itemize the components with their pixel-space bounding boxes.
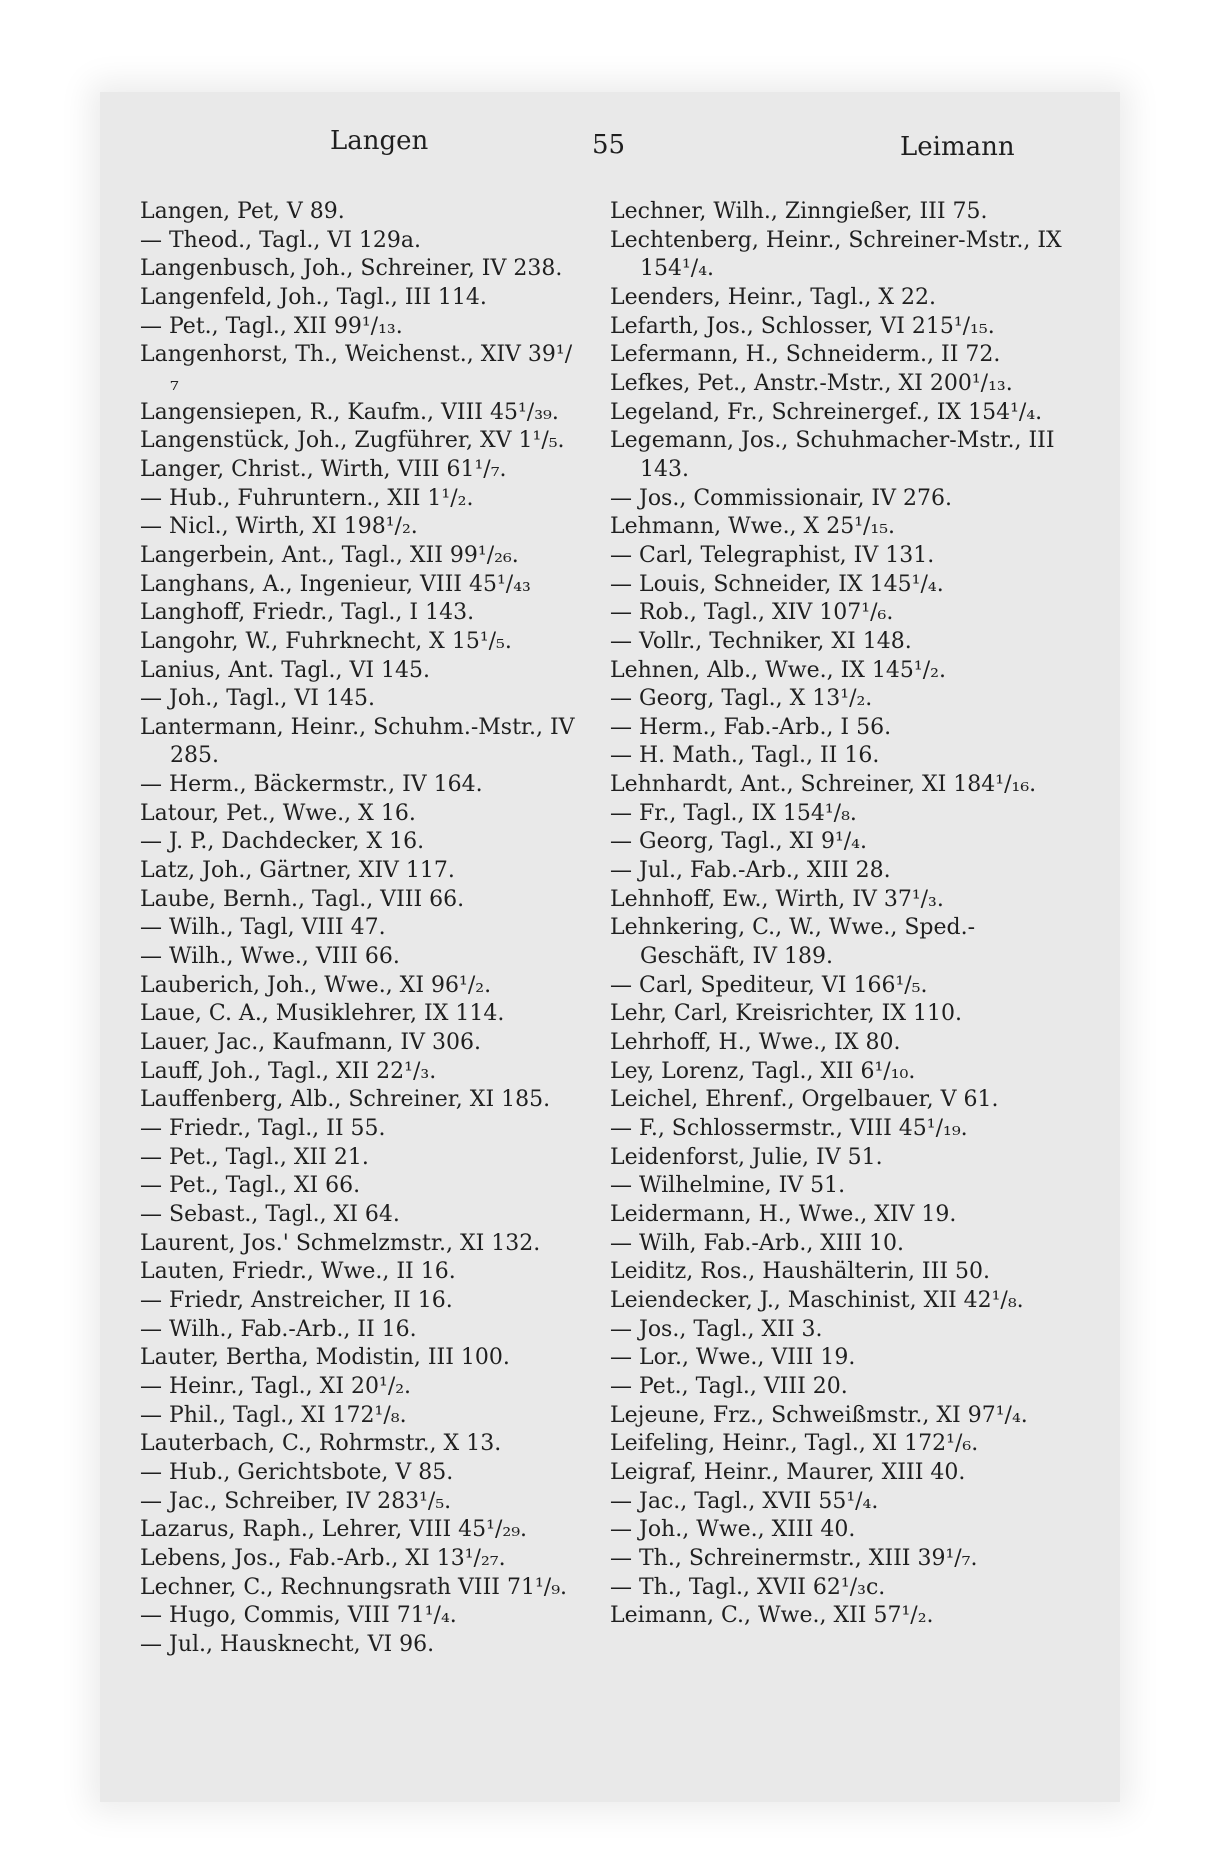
directory-entry: — Carl, Spediteur, VI 166¹/₅. — [610, 972, 928, 998]
directory-entry: Lefkes, Pet., Anstr.-Mstr., XI 200¹/₁₃. — [610, 370, 1013, 396]
directory-entry: Leiditz, Ros., Haushälterin, III 50. — [610, 1259, 990, 1285]
directory-entry: Langer, Christ., Wirth, VIII 61¹/₇. — [140, 456, 507, 482]
directory-entry: Langenhorst, Th., Weichenst., XIV 39¹/₇ — [140, 342, 573, 396]
directory-entry: — Joh., Wwe., XIII 40. — [610, 1517, 856, 1543]
directory-entry: Lechtenberg, Heinr., Schreiner-Mstr., IX 154¹/₄. — [610, 227, 1069, 282]
directory-entry: Leichel, Ehrenf., Orgelbauer, V 61. — [610, 1087, 999, 1113]
directory-entry: — Sebast., Tagl., XI 64. — [140, 1201, 400, 1227]
right-column — [610, 198, 1080, 1631]
directory-entry: — Lor., Wwe., VIII 19. — [610, 1345, 856, 1371]
directory-entry: Langhans, A., Ingenieur, VIII 45¹/₄₃ — [140, 571, 531, 597]
directory-entry: Lauff, Joh., Tagl., XII 22¹/₃. — [140, 1058, 437, 1084]
directory-entry: Lehr, Carl, Kreisrichter, IX 110. — [610, 1001, 962, 1027]
directory-entry: Langohr, W., Fuhrknecht, X 15¹/₅. — [140, 628, 512, 654]
directory-entry: — Friedr., Tagl., II 55. — [140, 1116, 386, 1141]
directory-entry: Lanius, Ant. Tagl., VI 145. — [140, 657, 430, 683]
directory-entry: — Pet., Tagl., VIII 20. — [610, 1373, 848, 1399]
directory-entry: — Theod., Tagl., VI 129a. — [140, 227, 422, 253]
directory-entry: — Wilh., Tagl, VIII 47. — [140, 915, 386, 941]
directory-entry: Langensiepen, R., Kaufm., VIII 45¹/₃₉. — [140, 399, 559, 425]
header-left-word: Langen — [330, 126, 429, 156]
directory-entry: Ley, Lorenz, Tagl., XII 6¹/₁₀. — [610, 1058, 916, 1084]
directory-entry: Leifeling, Heinr., Tagl., XI 172¹/₆. — [610, 1431, 979, 1457]
directory-entry: Lehnen, Alb., Wwe., IX 145¹/₂. — [610, 657, 946, 683]
directory-entry: Lazarus, Raph., Lehrer, VIII 45¹/₂₉. — [140, 1517, 528, 1543]
directory-entry: Leidermann, H., Wwe., XIV 19. — [610, 1201, 957, 1227]
directory-entry: — Jac., Tagl., XVII 55¹/₄. — [610, 1488, 879, 1514]
directory-entry: Legemann, Jos., Schuhmacher-Mstr., III 143. — [610, 428, 1062, 482]
directory-entry: Leigraf, Heinr., Maurer, XIII 40. — [610, 1459, 966, 1485]
directory-entry: — Carl, Telegraphist, IV 131. — [610, 542, 935, 568]
directory-entry: — Wilh., Fab.-Arb., II 16. — [140, 1316, 417, 1342]
directory-entry: Lefarth, Jos., Schlosser, VI 215¹/₁₅. — [610, 313, 995, 339]
directory-entry: Lebens, Jos., Fab.-Arb., XI 13¹/₂₇. — [140, 1545, 506, 1571]
directory-entry: Lejeune, Frz., Schweißmstr., XI 97¹/₄. — [610, 1402, 1028, 1428]
directory-entry: Langerbein, Ant., Tagl., XII 99¹/₂₆. — [140, 542, 519, 568]
directory-entry: — Herm., Bäckermstr., IV 164. — [140, 772, 483, 798]
directory-entry: — Jul., Fab.-Arb., XIII 28. — [610, 858, 891, 884]
directory-entry: Langhoff, Friedr., Tagl., I 143. — [140, 600, 475, 626]
directory-entry: Langenfeld, Joh., Tagl., III 114. — [140, 284, 487, 310]
directory-entry: Leimann, C., Wwe., XII 57¹/₂. — [610, 1603, 934, 1629]
directory-entry: — Wilh, Fab.-Arb., XIII 10. — [610, 1230, 905, 1256]
page-number: 55 — [592, 130, 626, 160]
directory-entry: — Pet., Tagl., XII 21. — [140, 1144, 369, 1170]
directory-entry: Laurent, Jos.' Schmelzmstr., XI 132. — [140, 1230, 541, 1256]
directory-entry: — Hub., Gerichtsbote, V 85. — [140, 1459, 454, 1485]
directory-entry: Leiendecker, J., Maschinist, XII 42¹/₈. — [610, 1287, 1024, 1313]
directory-entry: Lefermann, H., Schneiderm., II 72. — [610, 342, 1001, 368]
directory-entry: Lehnhardt, Ant., Schreiner, XI 184¹/₁₆. — [610, 772, 1037, 798]
directory-entry: Laube, Bernh., Tagl., VIII 66. — [140, 886, 465, 912]
directory-entry: Latour, Pet., Wwe., X 16. — [140, 800, 416, 826]
directory-entry: — Jos., Tagl., XII 3. — [610, 1316, 823, 1342]
running-header — [130, 118, 1090, 168]
directory-entry: Lechner, C., Rechnungsrath VIII 71¹/₉. — [140, 1574, 568, 1600]
directory-entry: — Louis, Schneider, IX 145¹/₄. — [610, 571, 944, 597]
directory-entry: Lehrhoff, H., Wwe., IX 80. — [610, 1030, 901, 1056]
directory-entry: — Pet., Tagl., XI 66. — [140, 1173, 361, 1199]
directory-entry: — Jos., Commissionair, IV 276. — [610, 485, 952, 511]
directory-entry: — Rob., Tagl., XIV 107¹/₆. — [610, 600, 894, 626]
directory-entry: Langenbusch, Joh., Schreiner, IV 238. — [140, 256, 563, 282]
directory-entry: — Heinr., Tagl., XI 20¹/₂. — [140, 1373, 412, 1399]
directory-entry: Lauterbach, C., Rohrmstr., X 13. — [140, 1431, 502, 1457]
directory-entry: — Th., Schreinermstr., XIII 39¹/₇. — [610, 1545, 978, 1571]
directory-entry: Lauer, Jac., Kaufmann, IV 306. — [140, 1030, 481, 1056]
directory-entry: Leidenforst, Julie, IV 51. — [610, 1144, 883, 1170]
directory-entry: — Jac., Schreiber, IV 283¹/₅. — [140, 1488, 452, 1514]
directory-entry: — Georg, Tagl., X 13¹/₂. — [610, 686, 873, 712]
directory-entry: Lehnkering, C., W., Wwe., Sped.-Geschäft, IV 189. — [610, 915, 976, 970]
directory-entry: — Th., Tagl., XVII 62¹/₃c. — [610, 1574, 886, 1600]
directory-entry: Legeland, Fr., Schreinergef., IX 154¹/₄. — [610, 399, 1043, 425]
directory-entry: Lantermann, Heinr., Schuhm.-Mstr., IV 285. — [140, 714, 582, 769]
directory-entry: — Wilhelmine, IV 51. — [610, 1173, 846, 1199]
directory-entry: — Fr., Tagl., IX 154¹/₈. — [610, 800, 857, 826]
directory-entry: Latz, Joh., Gärtner, XIV 117. — [140, 858, 455, 884]
directory-entry: Lehnhoff, Ew., Wirth, IV 37¹/₃. — [610, 886, 944, 912]
directory-entry: — F., Schlossermstr., VIII 45¹/₁₉. — [610, 1116, 968, 1141]
directory-entry: — Georg, Tagl., XI 9¹/₄. — [610, 829, 867, 855]
directory-entry: — Phil., Tagl., XI 172¹/₈. — [140, 1402, 407, 1428]
directory-entry: Lauberich, Joh., Wwe., XI 96¹/₂. — [140, 972, 492, 998]
directory-entry: — Hugo, Commis, VIII 71¹/₄. — [140, 1603, 457, 1629]
directory-entry: — Friedr, Anstreicher, II 16. — [140, 1287, 453, 1313]
directory-entry: Lehmann, Wwe., X 25¹/₁₅. — [610, 514, 896, 540]
directory-entry: — Hub., Fuhruntern., XII 1¹/₂. — [140, 485, 474, 511]
header-right-word: Leimann — [900, 132, 1015, 162]
directory-entry: — Pet., Tagl., XII 99¹/₁₃. — [140, 313, 403, 339]
directory-entry: — H. Math., Tagl., II 16. — [610, 743, 880, 769]
directory-entry: — Wilh., Wwe., VIII 66. — [140, 944, 400, 970]
directory-entry: Laue, C. A., Musiklehrer, IX 114. — [140, 1001, 505, 1027]
directory-entry: Lechner, Wilh., Zinngießer, III 75. — [610, 199, 988, 224]
directory-entry: Lauter, Bertha, Modistin, III 100. — [140, 1345, 510, 1371]
directory-entry: — Vollr., Techniker, XI 148. — [610, 628, 912, 654]
left-column — [140, 198, 580, 1659]
directory-entry: Lauffenberg, Alb., Schreiner, XI 185. — [140, 1087, 551, 1113]
directory-page — [130, 118, 1090, 1758]
directory-entry: Lauten, Friedr., Wwe., II 16. — [140, 1259, 456, 1285]
directory-entry: Langen, Pet, V 89. — [140, 199, 345, 224]
directory-entry: — Herm., Fab.-Arb., I 56. — [610, 714, 892, 740]
directory-entry: Leenders, Heinr., Tagl., X 22. — [610, 284, 937, 310]
directory-entry: — Jul., Hausknecht, VI 96. — [140, 1631, 435, 1657]
directory-entry: — Nicl., Wirth, XI 198¹/₂. — [140, 514, 418, 540]
directory-entry: — J. P., Dachdecker, X 16. — [140, 829, 425, 855]
directory-entry: — Joh., Tagl., VI 145. — [140, 686, 375, 712]
directory-entry: Langenstück, Joh., Zugführer, XV 1¹/₅. — [140, 428, 565, 454]
